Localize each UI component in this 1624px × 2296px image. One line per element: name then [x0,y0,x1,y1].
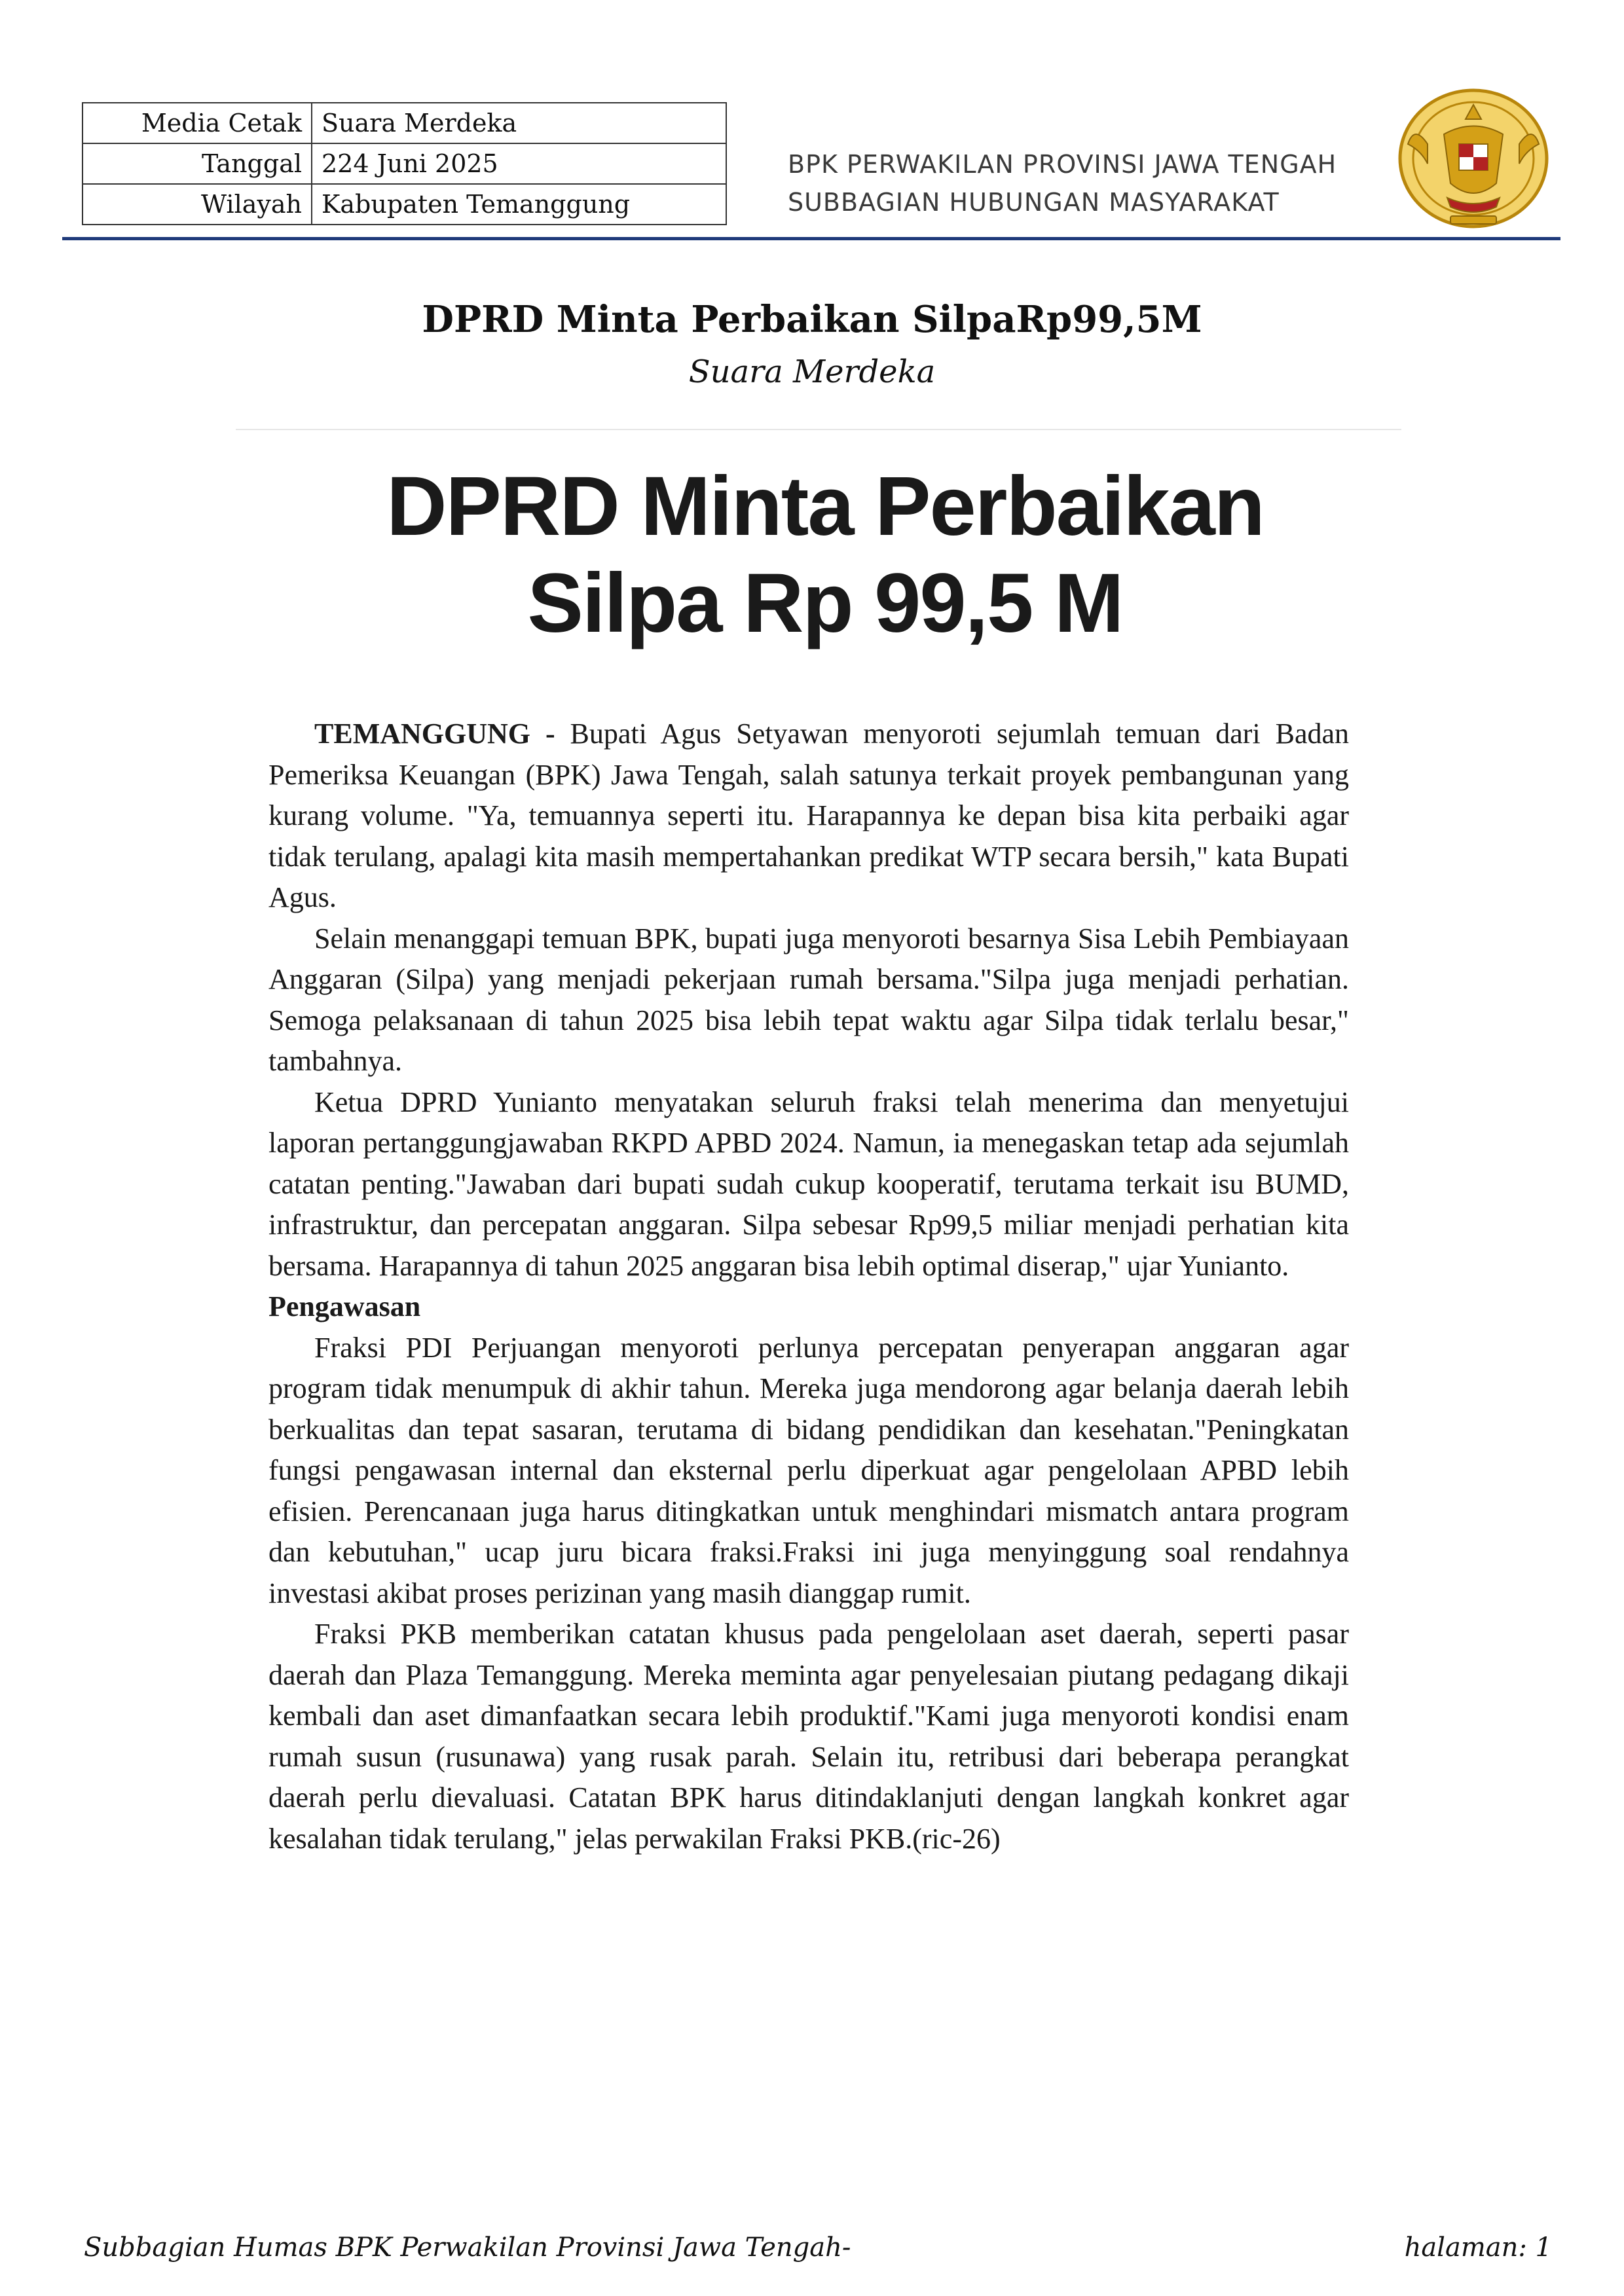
region-value: Kabupaten Temanggung [312,184,726,225]
clipping-headline-line-1: DPRD Minta Perbaikan [386,460,1264,553]
date-label: Tanggal [83,143,312,184]
footer-department: Subbagian Humas BPK Perwakilan Provinsi Jawa Tengah- [84,2232,851,2263]
date-value: 224 Juni 2025 [312,143,726,184]
bpk-emblem-logo [1388,79,1559,236]
organization-line-1: BPK PERWAKILAN PROVINSI JAWA TENGAH [788,150,1337,179]
media-value: Suara Merdeka [312,103,726,143]
clipping-body [268,714,1349,1859]
article-paragraph: Fraksi PDI Perjuangan menyoroti perlunya percepatan penyerapan anggaran agar program tidak menumpuk di akhir tahun. Mereka juga mendorong agar belanja daerah lebih berkualitas dan tepat sasaran, terutama di bidang pendidikan dan kesehatan."Peningkatan fungsi pengawasan internal dan eksternal perlu diperkuat agar pengelolaan APBD lebih efisien. Perencanaan juga harus ditingkatkan untuk menghindari mismatch antara program dan kebutuhan," ucap juru bicara fraksi.Fraksi ini juga menyinggung soal rendahnya investasi akibat proses perizinan yang masih dianggap rumit. [268,1331,1349,1609]
newspaper-clipping [249,458,1375,2160]
title-divider [236,429,1401,430]
organization-line-2: SUBBAGIAN HUBUNGAN MASYARAKAT [788,188,1280,217]
region-row [83,184,726,225]
clipping-headline [249,458,1375,652]
document-source: Suara Merdeka [688,354,936,390]
media-label: Media Cetak [83,103,312,143]
region-label: Wilayah [83,184,312,225]
header-divider [62,237,1560,240]
media-row [83,103,726,143]
clipping-headline-line-2: Silpa Rp 99,5 M [527,556,1123,650]
article-dateline: TEMANGGUNG - [314,718,555,750]
document-title: DPRD Minta Perbaikan SilpaRp99,5M [422,298,1202,341]
article-paragraph: Ketua DPRD Yunianto menyatakan seluruh fraksi telah menerima dan menyetujui laporan pertanggungjawaban RKPD APBD 2024. Namun, ia menegaskan tetap ada sejumlah catatan penting."Jawaban dari bupati sudah cukup kooperatif, terutama terkait isu BUMD, infrastruktur, dan percepatan anggaran. Silpa sebesar Rp99,5 miliar menjadi perhatian kita bersama. Harapannya di tahun 2025 anggaran bisa lebih optimal diserap," ujar Yunianto. [268,1085,1349,1282]
article-subheading: Pengawasan [268,1290,421,1322]
date-row [83,143,726,184]
article-paragraph-1-text: Bupati Agus Setyawan menyoroti sejumlah temuan dari Badan Pemeriksa Keuangan (BPK) Jawa Tengah, salah satunya terkait proyek pembangunan yang kurang volume. "Ya, temuannya seperti itu. Harapannya ke depan bisa kita perbaiki agar tidak terulang, apalagi kita masih mempertahankan predikat WTP secara bersih," kata Bupati Agus. [268,718,1350,913]
article-paragraph [268,714,1349,919]
organization-name [788,145,1337,221]
media-info-table [82,102,727,225]
article-paragraph: Fraksi PKB memberikan catatan khusus pada pengelolaan aset daerah, seperti pasar daerah dan Plaza Temanggung. Mereka meminta agar penyelesaian piutang pedagang dikaji kembali dan aset dimanfaatkan secara lebih produktif."Kami juga menyoroti kondisi enam rumah susun (rusunawa) yang rusak parah. Selain itu, retribusi dari beberapa perangkat daerah perlu dievaluasi. Catatan BPK harus ditindaklanjuti dengan langkah konkret agar kesalahan tidak terulang," jelas perwakilan Fraksi PKB.(ric-26) [268,1618,1349,1855]
article-paragraph: Selain menanggapi temuan BPK, bupati juga menyoroti besarnya Sisa Lebih Pembiayaan Anggaran (Silpa) yang menjadi pekerjaan rumah bersama."Silpa juga menjadi perhatian. Semoga pelaksanaan di tahun 2025 bisa lebih tepat waktu agar Silpa tidak terlalu besar," tambahnya. [268,922,1349,1077]
footer-page-number: halaman: 1 [1404,2232,1552,2263]
